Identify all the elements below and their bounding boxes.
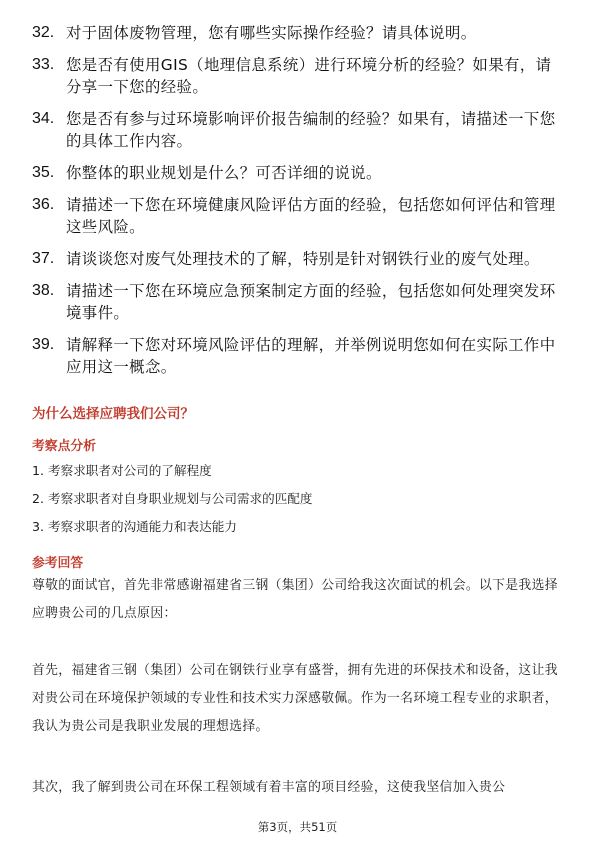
section-title: 为什么选择应聘我们公司？ [32, 406, 194, 422]
question-text: 请解释一下您对环境风险评估的理解，并举例说明您如何在实际工作中应用这一概念。 [66, 336, 556, 376]
analysis-item: 2. 考察求职者对自身职业规划与公司需求的匹配度 [32, 491, 313, 506]
question-item [32, 194, 567, 238]
question-text: 你整体的职业规划是什么？可否详细的说说。 [66, 164, 382, 182]
analysis-item: 1. 考察求职者对公司的了解程度 [32, 463, 212, 478]
question-item [32, 54, 567, 98]
question-number: 33. [32, 56, 55, 73]
question-number: 34. [32, 110, 55, 127]
question-text: 请描述一下您在环境健康风险评估方面的经验，包括您如何评估和管理这些风险。 [66, 196, 556, 236]
question-item [32, 334, 567, 378]
question-number: 37. [32, 250, 55, 267]
question-number: 38. [32, 282, 55, 299]
analysis-item: 3. 考察求职者的沟通能力和表达能力 [32, 519, 237, 534]
question-text: 对于固体废物管理，您有哪些实际操作经验？请具体说明。 [66, 24, 477, 42]
question-item [32, 22, 567, 44]
question-text: 您是否有使用GIS（地理信息系统）进行环境分析的经验？如果有，请分享一下您的经验。 [66, 56, 552, 96]
answer-heading: 参考回答 [32, 556, 84, 571]
question-number: 36. [32, 196, 55, 213]
question-number: 32. [32, 24, 55, 41]
question-item [32, 280, 567, 324]
question-text: 您是否有参与过环境影响评价报告编制的经验？如果有，请描述一下您的具体工作内容。 [66, 110, 556, 150]
question-list [32, 22, 567, 388]
question-text: 请描述一下您在环境应急预案制定方面的经验，包括您如何处理突发环境事件。 [66, 282, 556, 322]
answer-paragraph: 尊敬的面试官，首先非常感谢福建省三钢（集团）公司给我这次面试的机会。以下是我选择应聘贵公司的几点原因： [32, 578, 558, 621]
question-item [32, 248, 567, 270]
question-number: 39. [32, 336, 55, 353]
answer-paragraph: 其次，我了解到贵公司在环保工程领域有着丰富的项目经验，这使我坚信加入贵公 [32, 780, 506, 795]
answer-paragraph: 首先，福建省三钢（集团）公司在钢铁行业享有盛誉，拥有先进的环保技术和设备，这让我对贵公司在环境保护领域的专业性和技术实力深感敬佩。作为一名环境工程专业的求职者，我认为贵公司是我职业发展的理想选择。 [32, 663, 558, 734]
analysis-heading: 考察点分析 [32, 439, 96, 454]
question-text: 请谈谈您对废气处理技术的了解，特别是针对钢铁行业的废气处理。 [66, 250, 540, 268]
page-footer: 第3页，共51页 [257, 820, 338, 834]
question-item [32, 162, 567, 184]
question-item [32, 108, 567, 152]
question-number: 35. [32, 164, 55, 181]
